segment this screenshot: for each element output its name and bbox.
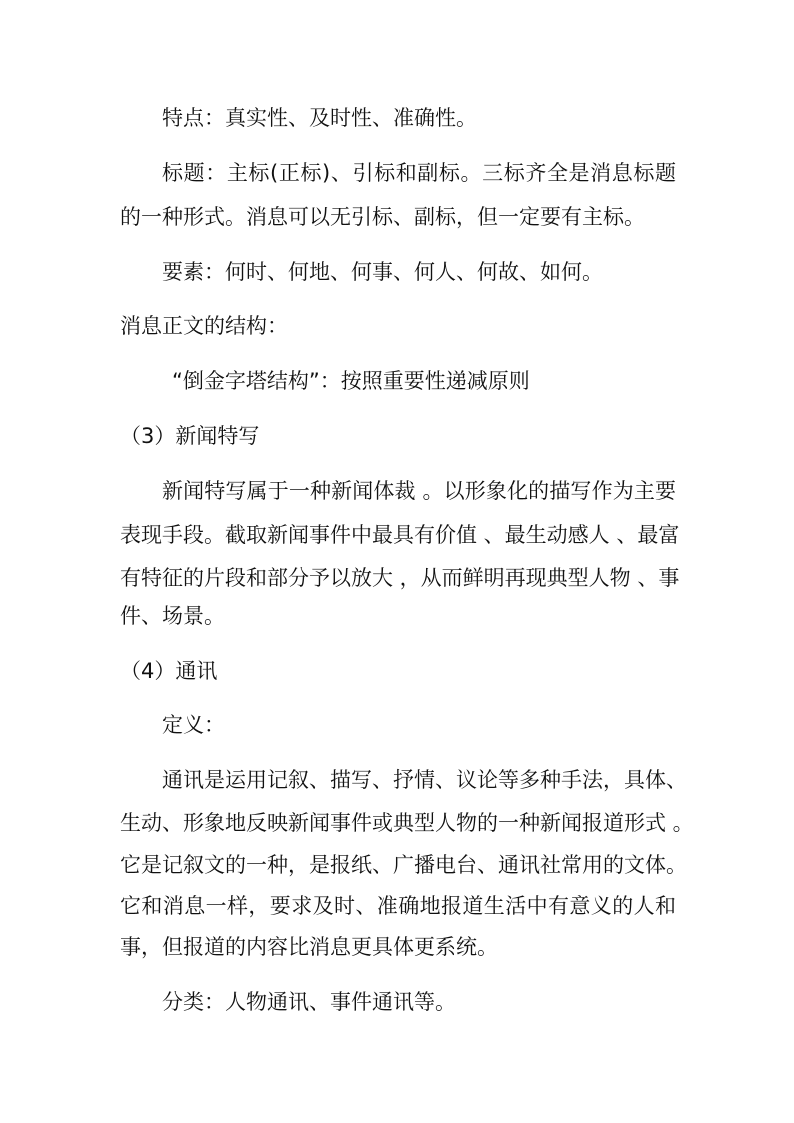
features-line: 特点：真实性、及时性、准确性。: [162, 106, 477, 130]
title-paragraph-line-2: 的一种形式。消息可以无引标、副标，但一定要有主标。: [120, 205, 645, 229]
section-4-heading: （4）通讯: [120, 659, 218, 683]
communication-paragraph-line-3: 它是记叙文的一种，是报纸、广播电台、通讯社常用的文体。: [120, 853, 687, 877]
communication-paragraph-line-5: 事，但报道的内容比消息更具体更系统。: [120, 935, 498, 959]
definition-label: 定义：: [162, 713, 225, 737]
feature-paragraph-line-4: 件、场景。: [120, 604, 225, 628]
communication-paragraph-line-2: 生动、形象地反映新闻事件或典型人物的一种新闻报道形式 。: [120, 811, 694, 835]
classification-line: 分类：人物通讯、事件通讯等。: [162, 990, 456, 1014]
feature-paragraph-line-1: 新闻特写属于一种新闻体裁 。以形象化的描写作为主要: [162, 479, 676, 503]
title-paragraph-line-1: 标题：主标(正标)、引标和副标。三标齐全是消息标题: [162, 161, 676, 185]
communication-paragraph-line-1: 通讯是运用记叙、描写、抒情、议论等多种手法，具体、: [162, 768, 687, 792]
pyramid-structure-line: “倒金字塔结构”：按照重要性递减原则: [172, 369, 530, 393]
elements-line: 要素：何时、何地、何事、何人、何故、如何。: [162, 260, 603, 284]
feature-paragraph-line-2: 表现手段。截取新闻事件中最具有价值 、最生动感人 、最富: [120, 523, 680, 547]
communication-paragraph-line-4: 它和消息一样，要求及时、准确地报道生活中有意义的人和: [120, 894, 676, 918]
section-3-heading: （3）新闻特写: [120, 424, 260, 448]
structure-heading: 消息正文的结构：: [120, 314, 288, 338]
feature-paragraph-line-3: 有特征的片段和部分予以放大 ，从而鲜明再现典型人物 、事: [120, 566, 680, 590]
